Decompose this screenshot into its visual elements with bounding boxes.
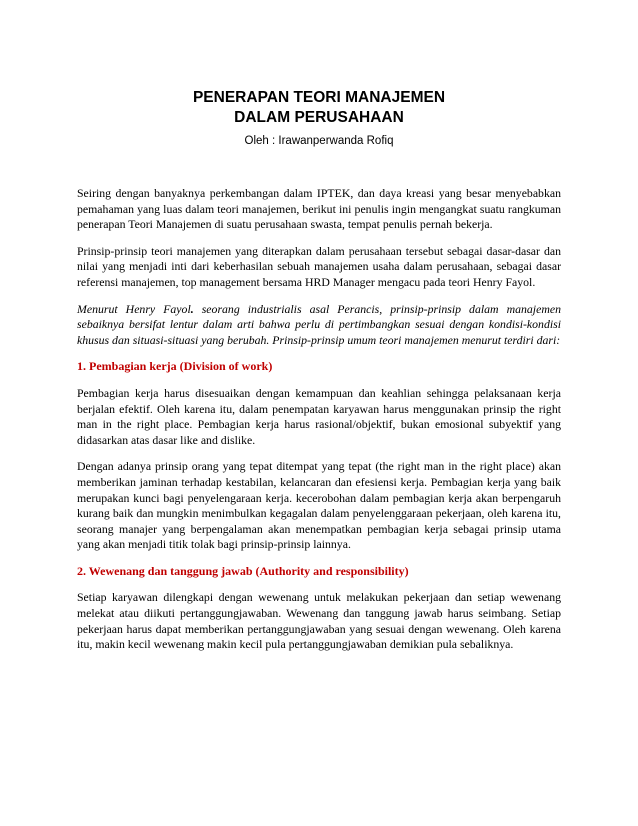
fayol-rest: seorang industrialis asal Perancis, prinsip-prinsip dalam manajemen sebaiknya bersifat lentur dalam arti bahwa perlu di pertimbangkan sesuai dengan kondisi-kondisi khusus dan situasi-situasi yang berubah. Prinsip-prinsip umum teori manajemen menurut terdiri dari: xyxy=(77,301,561,347)
section-heading-division-of-work: 1. Pembagian kerja (Division of work) xyxy=(77,359,273,374)
fayol-lead: Menurut Henry Fayol xyxy=(77,301,191,316)
author-line: Oleh : Irawanperwanda Rofiq xyxy=(244,135,394,147)
division-paragraph-1: Pembagian kerja harus disesuaikan dengan kemampuan dan keahlian sehingga pelaksanaan kerja berjalan efektif. Oleh karena itu, dalam penempatan karyawan harus menggunakan prinsip the right man in the right place. Pembagian kerja harus rasional/objektif, bukan emosional subyektif yang didasarkan atas dasar like and dislike. xyxy=(77,385,561,447)
document-body xyxy=(77,186,561,664)
fayol-lead-dot: . xyxy=(190,301,194,316)
principles-paragraph: Prinsip-prinsip teori manajemen yang diterapkan dalam perusahaan tersebut sebagai dasar-dasar dan nilai yang menjadi inti dari keberhasilan sebuah manajemen usaha dalam perusahaan, sebagai dasar referensi manajemen, top management bersama HRD Manager mengacu pada teori Henry Fayol. xyxy=(77,243,561,289)
section-heading-authority: 2. Wewenang dan tanggung jawab (Authority and responsibility) xyxy=(77,563,409,578)
fayol-paragraph xyxy=(77,302,561,349)
authority-paragraph: Setiap karyawan dilengkapi dengan wewenang untuk melakukan pekerjaan dan setiap wewenang melekat atau diikuti pertanggungjawaban. Wewenang dan tanggung jawab harus seimbang. Setiap pekerjaan harus dapat memberikan pertanggungjawaban yang sesuai dengan wewenang. Oleh karena itu, makin kecil wewenang makin kecil pula pertanggungjawaban demikian pula sebaliknya. xyxy=(77,590,561,652)
title-block xyxy=(0,88,638,147)
document-title-line-2: DALAM PERUSAHAAN xyxy=(234,109,404,126)
intro-paragraph: Seiring dengan banyaknya perkembangan dalam IPTEK, dan daya kreasi yang besar menyebabkan pemahaman yang luas dalam teori manajemen, berikut ini penulis ingin mengangkat suatu rangkuman penerapan Teori Manajemen di suatu perusahaan swasta, tempat penulis pernah bekerja. xyxy=(77,186,561,232)
division-paragraph-2: Dengan adanya prinsip orang yang tepat ditempat yang tepat (the right man in the right place) akan memberikan jaminan terhadap kestabilan, kelancaran dan efesiensi kerja. Pembagian kerja yang baik merupakan kunci bagi penyelengaraan kerja. kecerobohan dalam pembagian kerja akan berpengaruh kurang baik dan mungkin menimbulkan kegagalan dalam penyelenggaraan pekerjaan, oleh karena itu, seorang manajer yang berpengalaman akan menempatkan pembagian kerja sebagai prinsip utama yang akan menjadi titik tolak bagi prinsip-prinsip lainnya. xyxy=(77,459,561,552)
document-title-line-1: PENERAPAN TEORI MANAJEMEN xyxy=(192,89,446,106)
